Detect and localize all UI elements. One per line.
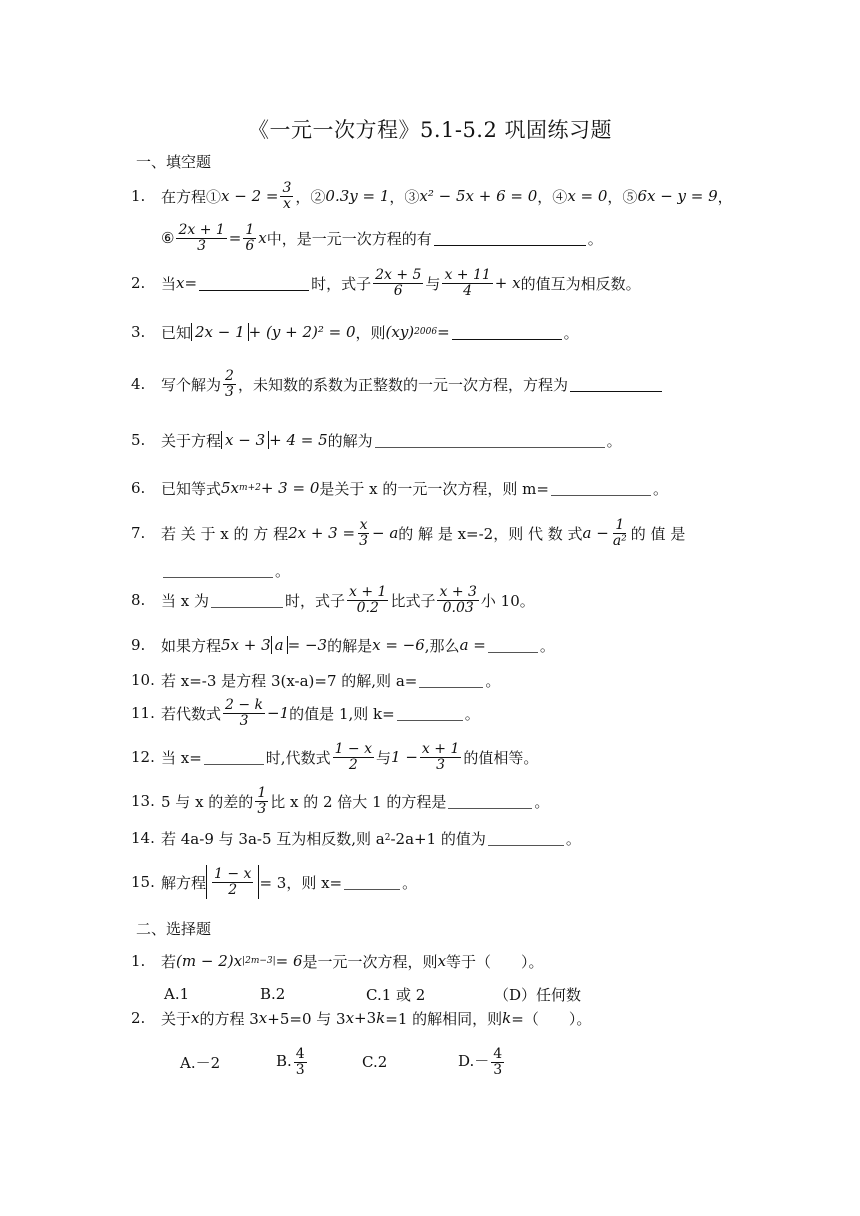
text: 的 解 是 x=-2，则 代 数 式 xyxy=(398,524,583,543)
text: 若 xyxy=(161,952,177,971)
question-number: 5. xyxy=(131,431,146,449)
text: 当 x 为 xyxy=(161,591,209,610)
expr: x = −6 xyxy=(372,636,425,654)
text: 。 xyxy=(565,829,581,848)
equation-3: x² − 5x + 6 = 0 xyxy=(419,187,538,205)
var: x xyxy=(258,1009,268,1027)
text: ，⑤ xyxy=(607,187,638,206)
text: 。 xyxy=(587,229,603,248)
text: ， xyxy=(717,187,733,206)
question-number: 14. xyxy=(131,829,155,847)
text: 写个解为 xyxy=(161,375,222,394)
text: = 3，则 x= xyxy=(259,873,343,892)
text: 若代数式 xyxy=(161,704,222,723)
option-b[interactable]: B. $\frac{4}{3}$ xyxy=(276,1045,305,1078)
text: 。 xyxy=(652,479,668,498)
var: x xyxy=(176,274,185,292)
text: 。 xyxy=(402,873,418,892)
text: 时，式子 xyxy=(285,591,346,610)
option-b[interactable]: B.2 xyxy=(260,985,286,1003)
question-number: 6. xyxy=(131,479,146,497)
fraction: $\frac{x + 1}{0.2}$ xyxy=(349,583,387,616)
text: ，则 xyxy=(355,323,386,342)
text: ，③ xyxy=(389,187,420,206)
question-11 xyxy=(131,693,480,733)
text: 。 xyxy=(534,792,550,811)
answer-blank[interactable] xyxy=(452,325,562,340)
question-2 xyxy=(131,263,641,303)
fraction: $\frac{1 - x}{2}$ xyxy=(334,740,373,773)
expr: (xy) xyxy=(385,323,415,341)
text: 与 xyxy=(376,748,392,767)
expr: − a xyxy=(372,524,399,542)
abs-expr: a xyxy=(271,636,288,654)
text: ⑥ xyxy=(161,229,175,247)
text: 如果方程 xyxy=(161,636,222,655)
fraction: $\frac{2x + 5}{6}$ xyxy=(375,266,422,299)
text: 。 xyxy=(275,561,291,580)
fraction: $\frac{2 - k}{3}$ xyxy=(225,696,264,729)
question-3 xyxy=(131,312,579,352)
text: 中，是一元一次方程的有 xyxy=(266,229,432,248)
text: ，② xyxy=(295,187,326,206)
text: 。 xyxy=(606,431,622,450)
question-5 xyxy=(131,420,622,460)
text: = xyxy=(437,323,450,341)
text: +3 xyxy=(354,1009,377,1027)
question-number: 1. xyxy=(131,187,146,205)
text: 时，式子 xyxy=(311,274,372,293)
answer-blank[interactable] xyxy=(204,750,264,765)
var: x xyxy=(191,1009,200,1027)
text: 等于（ ）。 xyxy=(446,952,544,971)
answer-blank[interactable] xyxy=(488,638,538,653)
expr: + 3 = 0 xyxy=(260,479,320,497)
question-number: 11. xyxy=(131,704,155,722)
option-d[interactable]: D.－ $\frac{4}{3}$ xyxy=(458,1045,503,1078)
text: +5=0 与 3 xyxy=(267,1009,346,1028)
exponent: m+2 xyxy=(239,483,261,493)
page-title: 《一元一次方程》5.1-5.2 巩固练习题 xyxy=(247,118,613,142)
question-number: 12. xyxy=(131,748,155,766)
question-15 xyxy=(131,862,417,902)
text: 是关于 x 的一元一次方程，则 m= xyxy=(319,479,549,498)
text: 关于方程 xyxy=(161,431,222,450)
text: ，④ xyxy=(537,187,568,206)
answer-blank[interactable] xyxy=(211,593,283,608)
answer-blank[interactable] xyxy=(570,377,662,392)
question-1 xyxy=(131,176,733,216)
answer-blank[interactable] xyxy=(434,231,586,246)
section-fill-in: 一、填空题 xyxy=(136,153,212,171)
text: =1 的解相同，则 xyxy=(385,1009,503,1028)
text: 已知等式 xyxy=(161,479,222,498)
text: 比 x 的 2 倍大 1 的方程是 xyxy=(270,792,447,811)
question-14 xyxy=(131,818,581,858)
choice-question-2 xyxy=(131,998,591,1038)
question-4 xyxy=(131,364,664,404)
question-number: 3. xyxy=(131,323,146,341)
text: 的值互为相反数。 xyxy=(520,274,641,293)
text: 的值是 1,则 k= xyxy=(289,704,395,723)
expr: + x xyxy=(494,274,521,292)
question-number: 2. xyxy=(131,274,146,292)
expr: 5x + 3 xyxy=(221,636,271,654)
equals: = xyxy=(228,229,242,247)
equation-4: x = 0 xyxy=(567,187,608,205)
question-8 xyxy=(131,580,535,620)
text: 解方程 xyxy=(161,873,207,892)
expr: = 6 xyxy=(275,952,303,970)
text: 若 关 于 x 的 方 程 xyxy=(161,524,289,543)
equation-2: 0.3y = 1 xyxy=(325,187,390,205)
fraction: $\frac{2x + 1}{3}$ xyxy=(178,221,225,254)
text: ,那么 xyxy=(424,636,460,655)
question-number: 2. xyxy=(131,1009,146,1027)
answer-blank[interactable] xyxy=(375,433,605,448)
text: 5 与 x 的差的 xyxy=(161,792,254,811)
option-c[interactable]: C.1 或 2 xyxy=(366,985,426,1004)
text: 是一元一次方程，则 xyxy=(302,952,438,971)
question-number: 13. xyxy=(131,792,155,810)
text: 比式子 xyxy=(390,591,436,610)
question-1-cont xyxy=(161,218,603,258)
fraction: $\frac{2}{3}$ xyxy=(225,367,234,400)
expr: (m − 2)x xyxy=(176,952,243,970)
var: x xyxy=(258,229,267,247)
answer-blank[interactable] xyxy=(551,481,651,496)
question-number: 4. xyxy=(131,375,146,393)
question-number: 1. xyxy=(131,952,146,970)
text: 若 x=-3 是方程 3(x-a)=7 的解,则 a= xyxy=(161,671,418,690)
expr: −1 xyxy=(267,704,290,722)
question-number: 8. xyxy=(131,591,146,609)
fraction: $\frac{x + 3}{0.03}$ xyxy=(439,583,477,616)
text: 的方程 3 xyxy=(199,1009,259,1028)
text: 的解为 xyxy=(327,431,373,450)
equation-1: x − 2 = xyxy=(221,187,279,205)
text: 的解是 xyxy=(327,636,373,655)
text: 若 4a-9 与 3a-5 互为相反数,则 a xyxy=(161,829,385,848)
choice-question-1 xyxy=(131,941,544,981)
text: ，未知数的系数为正整数的一元一次方程，方程为 xyxy=(237,375,568,394)
question-7 xyxy=(131,513,685,553)
var: k xyxy=(502,1009,512,1027)
text: 当 xyxy=(161,274,177,293)
text: 的值相等。 xyxy=(463,748,539,767)
text: 。 xyxy=(485,671,501,690)
option-a[interactable]: A.1 xyxy=(164,985,190,1003)
text: 的 值 是 xyxy=(630,524,686,543)
section-choice: 二、选择题 xyxy=(136,920,212,938)
question-9 xyxy=(131,625,555,665)
answer-blank[interactable] xyxy=(397,706,463,721)
answer-blank[interactable] xyxy=(163,563,273,578)
exponent: |2m−3| xyxy=(242,956,276,966)
expr: 5x xyxy=(221,479,240,497)
text: 当 x= xyxy=(161,748,202,767)
abs-expr: 2x − 1 xyxy=(191,323,249,341)
expr: = −3 xyxy=(287,636,328,654)
question-number: 9. xyxy=(131,636,146,654)
fraction: $\frac{3}{x}$ xyxy=(282,179,292,212)
option-d[interactable]: （D）任何数 xyxy=(494,985,582,1004)
expr: + (y + 2)² = 0 xyxy=(248,323,356,341)
exponent: 2006 xyxy=(414,327,438,337)
text: 关于 xyxy=(161,1009,192,1028)
answer-blank[interactable] xyxy=(344,875,400,890)
text: 时,代数式 xyxy=(265,748,331,767)
expr: + 4 = 5 xyxy=(269,431,328,449)
expr: 1 − xyxy=(391,748,418,766)
question-13 xyxy=(131,781,549,821)
question-6 xyxy=(131,468,668,508)
text: =（ ）。 xyxy=(511,1009,592,1028)
expr: 2x + 3 = xyxy=(288,524,356,542)
text: -2a+1 的值为 xyxy=(390,829,486,848)
var: x xyxy=(345,1009,355,1027)
text: 。 xyxy=(539,636,555,655)
fraction: $\frac{1}{\text{a²}}$ xyxy=(612,516,627,549)
abs-fraction: $\frac{1 - x}{2}$ xyxy=(206,865,259,899)
abs-expr: x − 3 xyxy=(221,431,269,449)
option-c[interactable]: C.2 xyxy=(362,1053,388,1071)
choice-options-2 xyxy=(180,1040,506,1084)
question-12 xyxy=(131,737,538,777)
expr: a = xyxy=(459,636,486,654)
text: 小 10。 xyxy=(480,591,535,610)
var: k xyxy=(376,1009,386,1027)
answer-blank[interactable] xyxy=(488,831,564,846)
text: 已知 xyxy=(161,323,192,342)
answer-blank[interactable] xyxy=(199,276,309,291)
expr: a − xyxy=(582,524,609,542)
option-a[interactable]: A.－2 xyxy=(180,1053,221,1072)
fraction: $\frac{x + 1}{3}$ xyxy=(421,740,460,773)
var: x xyxy=(437,952,447,970)
question-number: 15. xyxy=(131,873,155,891)
answer-blank[interactable] xyxy=(448,794,532,809)
fraction: $\frac{x}{3}$ xyxy=(359,516,368,549)
question-number: 10. xyxy=(131,671,155,689)
question-number: 7. xyxy=(131,524,146,542)
text: 与 xyxy=(425,274,441,293)
text: 。 xyxy=(563,323,579,342)
fraction: $\frac{1}{3}$ xyxy=(257,784,267,817)
answer-blank[interactable] xyxy=(419,673,483,688)
equation-5: 6x − y = 9 xyxy=(637,187,718,205)
exponent: 2 xyxy=(384,833,391,843)
text: = xyxy=(184,274,198,292)
text: 。 xyxy=(464,704,480,723)
fraction: $\frac{x + 11}{4}$ xyxy=(444,266,491,299)
fraction: $\frac{1}{6}$ xyxy=(245,221,255,254)
text: 在方程① xyxy=(161,187,222,206)
